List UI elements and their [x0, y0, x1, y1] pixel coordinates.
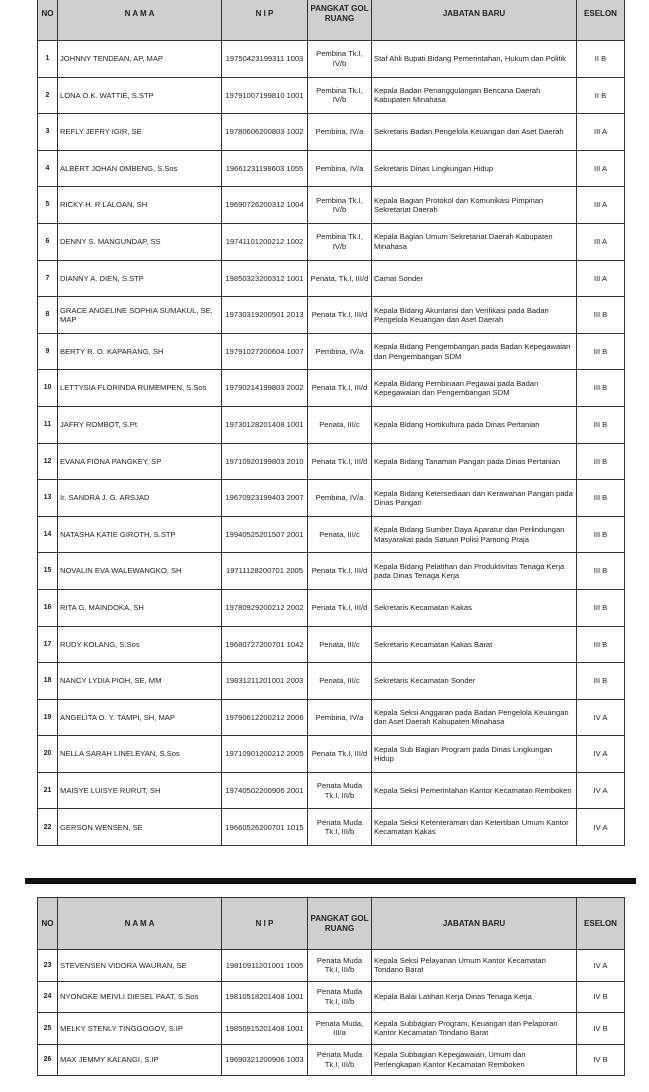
employee-name: GERSON WENSEN, SE [58, 809, 222, 846]
employee-name: RICKY H. R LALOAN, SH [58, 187, 222, 224]
echelon: IV A [577, 772, 625, 809]
table-row [38, 1044, 625, 1076]
new-position: Sekretaris Kecamatan Kakas Barat [372, 626, 577, 663]
header-jabatan: JABATAN BARU [372, 898, 577, 950]
row-number: 11 [38, 406, 58, 443]
echelon: III A [577, 260, 625, 297]
echelon: IV A [577, 950, 625, 982]
employee-nip: 19730128201408 1001 [222, 406, 308, 443]
employee-name: RITA G. MAINDOKA, SH [58, 589, 222, 626]
row-number: 22 [38, 809, 58, 846]
new-position: Staf Ahli Bupati Bidang Pemerintahan, Hukum dan Politik [372, 41, 577, 78]
row-number: 5 [38, 187, 58, 224]
new-position: Kepala Bagian Umum Sekretariat Daerah Kabupaten Minahasa [372, 223, 577, 260]
echelon: III B [577, 297, 625, 334]
employee-name: NANCY LYDIA PIOH, SE, MM [58, 663, 222, 700]
table-body [38, 950, 625, 1076]
rank-grade: Penata Tk.I, III/d [308, 297, 372, 334]
row-number: 1 [38, 41, 58, 78]
employee-nip: 19791027200604 1007 [222, 333, 308, 370]
employee-nip: 19690726200312 1004 [222, 187, 308, 224]
employee-name: ALBERT JOHAN OMBENG, S.Sos [58, 150, 222, 187]
employee-nip: 19661231198603 1055 [222, 150, 308, 187]
echelon: III B [577, 626, 625, 663]
table-row [38, 589, 625, 626]
rank-grade: Pembina Tk.I, IV/b [308, 187, 372, 224]
personnel-table-page-1 [37, 0, 624, 846]
employee-nip: 19680727200701 1042 [222, 626, 308, 663]
table-row [38, 809, 625, 846]
echelon: III B [577, 589, 625, 626]
echelon: III B [577, 553, 625, 590]
table-row [38, 626, 625, 663]
rank-grade: Penata Tk.I, III/d [308, 589, 372, 626]
rank-grade: Pembina, IV/a [308, 150, 372, 187]
employee-name: Ir. SANDRA J. G. ARSJAD [58, 480, 222, 517]
rank-grade: Penata, III/c [308, 663, 372, 700]
employee-name: JAFRY ROMBOT, S.Pt [58, 406, 222, 443]
rank-grade: Penata, III/c [308, 516, 372, 553]
employee-name: NATASHA KATIE GIROTH, S.STP [58, 516, 222, 553]
employee-nip: 19710920199803 2010 [222, 443, 308, 480]
new-position: Kepala Seksi Anggaran pada Badan Pengelola Keuangan dan Aset Daerah Kabupaten Minahasa [372, 699, 577, 736]
rank-grade: Pembina Tk.I, IV/b [308, 41, 372, 78]
table-row [38, 553, 625, 590]
table-row [38, 223, 625, 260]
echelon: III B [577, 333, 625, 370]
employee-name: NYONGKE MEIVLI DIESEL PAAT, S.Sos [58, 981, 222, 1013]
employee-nip: 19940525201507 2001 [222, 516, 308, 553]
echelon: III A [577, 223, 625, 260]
new-position: Kepala Subbagian Kepegawaian, Umum dan Perlengkapan Kantor Kecamatan Remboken [372, 1044, 577, 1076]
row-number: 25 [38, 1013, 58, 1045]
echelon: IV B [577, 1013, 625, 1045]
new-position: Sekretaris Badan Pengelola Keuangan dan Aset Daerah [372, 114, 577, 151]
employee-name: LONA O.K. WATTIE, S.STP [58, 77, 222, 114]
header-nama: N A M A [58, 898, 222, 950]
employee-name: REFLY JEFRY IGIR, SE [58, 114, 222, 151]
employee-name: JOHNNY TENDEAN, AP, MAP [58, 41, 222, 78]
echelon: IV A [577, 736, 625, 773]
table-row [38, 736, 625, 773]
table-row [38, 297, 625, 334]
echelon: III A [577, 187, 625, 224]
rank-grade: Penata Muda Tk.I, III/b [308, 950, 372, 982]
employee-name: DENNY S. MANGUNDAP, SS [58, 223, 222, 260]
employee-nip: 19710901200212 2005 [222, 736, 308, 773]
table-body [38, 41, 625, 846]
row-number: 19 [38, 699, 58, 736]
row-number: 6 [38, 223, 58, 260]
employee-name: MAX JEMMY KALANGI, S.IP [58, 1044, 222, 1076]
header-nama: N A M A [58, 0, 222, 41]
rank-grade: Penata Muda Tk.I, III/b [308, 981, 372, 1013]
rank-grade: Pembina, IV/a [308, 333, 372, 370]
rank-grade: Penata Muda Tk.I, III/b [308, 772, 372, 809]
rank-grade: Penata Muda, III/a [308, 1013, 372, 1045]
employee-name: BERTY R. O. KAPARANG, SH [58, 333, 222, 370]
new-position: Kepala Seksi Ketenteraman dan Ketertiban Umum Kantor Kecamatan Kakas [372, 809, 577, 846]
new-position: Kepala Seksi Pelayanan Umum Kantor Kecamatan Tondano Barat [372, 950, 577, 982]
employee-nip: 19790214199803 2002 [222, 370, 308, 407]
echelon: III A [577, 150, 625, 187]
new-position: Kepala Bidang Pembinaan Pegawai pada Badan Kepegawaian dan Pengembangan SDM [372, 370, 577, 407]
echelon: III B [577, 516, 625, 553]
employee-name: DIANNY A. DIEN, S.STP [58, 260, 222, 297]
table-header [38, 0, 625, 41]
row-number: 4 [38, 150, 58, 187]
employee-nip: 19711128200701 2005 [222, 553, 308, 590]
echelon: II B [577, 41, 625, 78]
new-position: Kepala Sub Bagian Program pada Dinas Lingkungan Hidup [372, 736, 577, 773]
header-nip: N I P [222, 0, 308, 41]
table-row [38, 77, 625, 114]
employee-nip: 19790612200212 2006 [222, 699, 308, 736]
employee-name: NELLA SARAH LINELEYAN, S.Sos [58, 736, 222, 773]
employee-name: LETTYSIA FLORINDA RUMEMPEN, S.Sos [58, 370, 222, 407]
employee-nip: 19850323200312 1001 [222, 260, 308, 297]
row-number: 7 [38, 260, 58, 297]
new-position: Kepala Bidang Pengembangan pada Badan Kepegawaian dan Pengembangan SDM [372, 333, 577, 370]
rank-grade: Penata Muda Tk.I, III/b [308, 809, 372, 846]
row-number: 15 [38, 553, 58, 590]
echelon: III B [577, 406, 625, 443]
employee-nip: 19670923199403 2007 [222, 480, 308, 517]
employee-name: MELKY STENLY TINGGOGOY, S.IP [58, 1013, 222, 1045]
rank-grade: Penata Muda Tk.I, III/b [308, 1044, 372, 1076]
rank-grade: Pembina Tk.I, IV/b [308, 77, 372, 114]
echelon: III B [577, 480, 625, 517]
employee-name: MAISYE LUISYE RURUT, SH [58, 772, 222, 809]
table-row [38, 41, 625, 78]
header-no: NO [38, 0, 58, 41]
header-pangkat: PANGKAT GOL RUANG [308, 898, 372, 950]
new-position: Kepala Balai Latihan Kerja Dinas Tenaga Kerja [372, 981, 577, 1013]
rank-grade: Pembina, IV/a [308, 114, 372, 151]
new-position: Kepala Bidang Akuntansi dan Verifikasi pada Badan Pengelola Keuangan dan Aset Daerah [372, 297, 577, 334]
employee-nip: 19850915201408 1001 [222, 1013, 308, 1045]
table-row [38, 480, 625, 517]
new-position: Kepala Bagian Protokol dan Komunikasi Pimpinan Sekretariat Daerah [372, 187, 577, 224]
table-row [38, 370, 625, 407]
row-number: 12 [38, 443, 58, 480]
table-row [38, 114, 625, 151]
table-row [38, 406, 625, 443]
rank-grade: Penata, III/c [308, 626, 372, 663]
employee-nip: 19750423199311 1003 [222, 41, 308, 78]
new-position: Kepala Subbagian Program, Keuangan dan Pelaporan Kantor Kecamatan Tondano Barat [372, 1013, 577, 1045]
row-number: 17 [38, 626, 58, 663]
rank-grade: Penata Tk.I, III/d [308, 736, 372, 773]
row-number: 9 [38, 333, 58, 370]
table-row [38, 1013, 625, 1045]
row-number: 23 [38, 950, 58, 982]
employee-nip: 19780606200803 1002 [222, 114, 308, 151]
row-number: 10 [38, 370, 58, 407]
table-row [38, 150, 625, 187]
row-number: 26 [38, 1044, 58, 1076]
echelon: IV A [577, 699, 625, 736]
header-pangkat: PANGKAT GOL RUANG [308, 0, 372, 41]
employee-nip: 19810911201001 1005 [222, 950, 308, 982]
employee-nip: 19831211201001 2003 [222, 663, 308, 700]
new-position: Kepala Bidang Sumber Daya Aparatur dan Perlindungan Masyarakat pada Satuan Polisi Pamong Praja [372, 516, 577, 553]
employee-nip: 19810518201408 1001 [222, 981, 308, 1013]
new-position: Kepala Badan Penanggulangan Bencana Daerah Kabupaten Minahasa [372, 77, 577, 114]
new-position: Kepala Bidang Hortikultura pada Dinas Pertanian [372, 406, 577, 443]
row-number: 20 [38, 736, 58, 773]
echelon: IV B [577, 981, 625, 1013]
page-divider [25, 878, 636, 884]
header-nip: N I P [222, 898, 308, 950]
rank-grade: Pembina, IV/a [308, 699, 372, 736]
employee-nip: 19741101200212 1002 [222, 223, 308, 260]
new-position: Sekretaris Dinas Lingkungan Hidup [372, 150, 577, 187]
header-no: NO [38, 898, 58, 950]
echelon: III B [577, 370, 625, 407]
header-jabatan: JABATAN BARU [372, 0, 577, 41]
table-header [38, 898, 625, 950]
row-number: 24 [38, 981, 58, 1013]
employee-nip: 19780929200212 2002 [222, 589, 308, 626]
new-position: Camat Sonder [372, 260, 577, 297]
table-row [38, 333, 625, 370]
row-number: 13 [38, 480, 58, 517]
rank-grade: Penata, Tk.I, III/d [308, 260, 372, 297]
echelon: II B [577, 77, 625, 114]
echelon: III B [577, 443, 625, 480]
new-position: Kepala Bidang Ketersediaan dan Kerawanan Pangan pada Dinas Pangan [372, 480, 577, 517]
personnel-table-page-2 [37, 897, 624, 1076]
echelon: III B [577, 663, 625, 700]
row-number: 21 [38, 772, 58, 809]
row-number: 8 [38, 297, 58, 334]
row-number: 2 [38, 77, 58, 114]
echelon: III A [577, 114, 625, 151]
rank-grade: Penata Tk.I, III/d [308, 553, 372, 590]
employee-nip: 19690321200906 1003 [222, 1044, 308, 1076]
table-row [38, 981, 625, 1013]
new-position: Kepala Bidang Pelatihan dan Produktivitas Tenaga Kerja pada Dinas Tenaga Kerja [372, 553, 577, 590]
table-row [38, 187, 625, 224]
rank-grade: Pembina, IV/a [308, 480, 372, 517]
rank-grade: Penata, III/c [308, 406, 372, 443]
new-position: Kepala Seksi Pemerintahan Kantor Kecamatan Remboken [372, 772, 577, 809]
table-row [38, 699, 625, 736]
table-row [38, 772, 625, 809]
header-eselon: ESELON [577, 898, 625, 950]
employee-nip: 19730319200501 2013 [222, 297, 308, 334]
table-row [38, 663, 625, 700]
rank-grade: Penata Tk.I, III/d [308, 370, 372, 407]
employee-nip: 19740502200906 2001 [222, 772, 308, 809]
employee-name: EVANA FIONA PANGKEY, SP [58, 443, 222, 480]
employee-nip: 19791007199810 1001 [222, 77, 308, 114]
employee-name: ANGELITA O. Y. TAMPI, SH, MAP [58, 699, 222, 736]
echelon: IV B [577, 1044, 625, 1076]
rank-grade: Penata Tk.I, III/d [308, 443, 372, 480]
new-position: Sekretaris Kecamatan Sonder [372, 663, 577, 700]
table-row [38, 260, 625, 297]
row-number: 3 [38, 114, 58, 151]
employee-nip: 19660526200701 1015 [222, 809, 308, 846]
new-position: Kepala Bidang Tanaman Pangan pada Dinas Pertanian [372, 443, 577, 480]
echelon: IV A [577, 809, 625, 846]
row-number: 16 [38, 589, 58, 626]
employee-name: GRACE ANGELINE SOPHIA SUMAKUL, SE, MAP [58, 297, 222, 334]
row-number: 18 [38, 663, 58, 700]
employee-name: RUDY KOLANG, S.Sos [58, 626, 222, 663]
header-eselon: ESELON [577, 0, 625, 41]
row-number: 14 [38, 516, 58, 553]
table-row [38, 443, 625, 480]
table-row [38, 516, 625, 553]
table-row [38, 950, 625, 982]
employee-name: STEVENSEN VIDORA WAURAN, SE [58, 950, 222, 982]
new-position: Sekretaris Kecamatan Kakas [372, 589, 577, 626]
rank-grade: Pembina Tk.I, IV/b [308, 223, 372, 260]
employee-name: NOVALIN EVA WALEWANGKO, SH [58, 553, 222, 590]
